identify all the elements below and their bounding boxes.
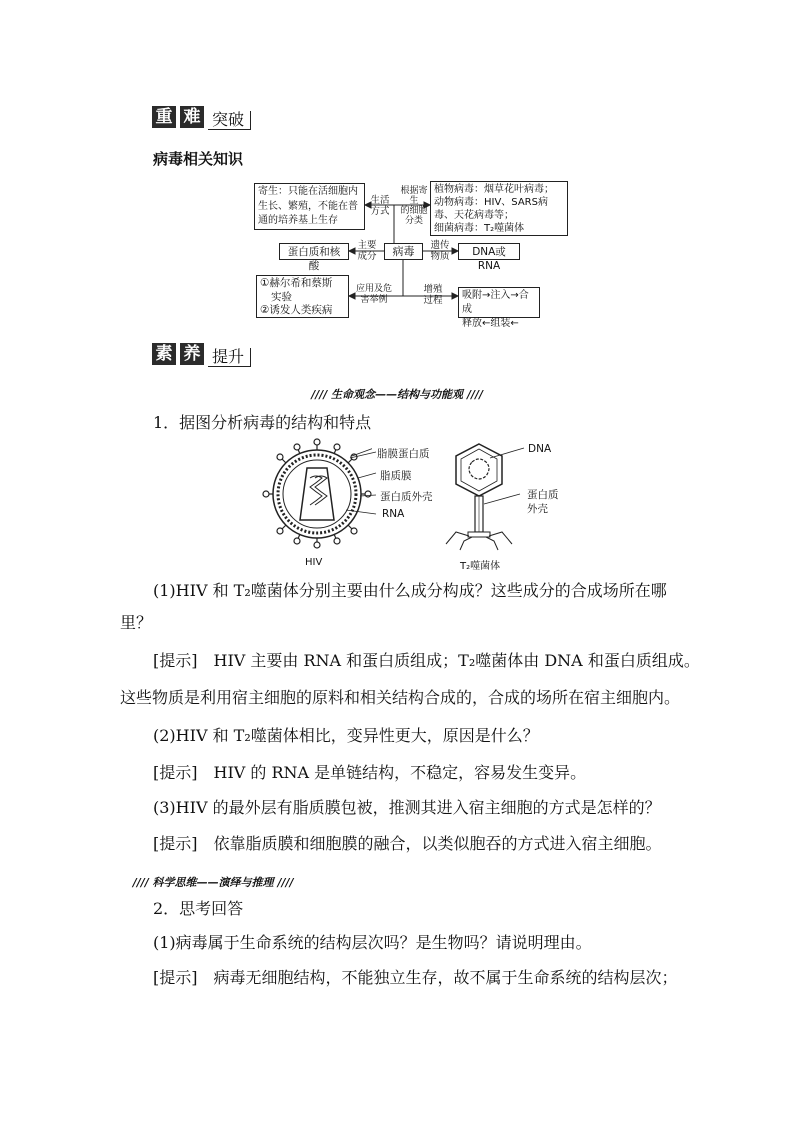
hiv-label-rna: RNA	[382, 508, 405, 520]
a2-1: [提示] 病毒无细胞结构，不能独立生存，故不属于生命系统的结构层次；	[153, 968, 678, 987]
rep-line1: 吸附→注入→合成	[462, 290, 529, 315]
badge2-char-2: 养	[180, 343, 204, 365]
q1-1-line1: (1)HIV 和 T₂噬菌体分别主要由什么成分构成？这些成分的合成场所在哪	[153, 581, 667, 600]
box-replication	[458, 287, 540, 329]
label-app-line2: 害举例	[360, 295, 388, 305]
section2-text: 科学思维——演绎与推理	[152, 876, 274, 889]
box-classification	[430, 181, 568, 236]
label-comp-line2: 成分	[357, 251, 377, 262]
phage-leader-lines	[480, 444, 530, 514]
a1-1-line1: [提示] HIV 主要由 RNA 和蛋白质组成；T₂噬菌体由 DNA 和蛋白质组成。	[153, 651, 700, 670]
badge2-rest: 提升	[208, 348, 251, 367]
q1-1-line2: 里？	[120, 613, 153, 632]
hiv-label-lipid-protein: 脂膜蛋白质	[377, 448, 430, 460]
phage-label-dna: DNA	[528, 443, 552, 455]
slashes-left: ////	[311, 388, 328, 401]
label-replication	[414, 284, 452, 306]
label-app-line1: 应用及危	[355, 284, 392, 294]
a1-2: [提示] HIV 的 RNA 是单链结构，不稳定，容易发生变异。	[153, 763, 587, 782]
app-line3: ②诱发人类疾病	[260, 304, 333, 316]
class-line3: 毒、天花病毒等；	[434, 210, 514, 221]
label-genetic	[425, 240, 455, 262]
box-application	[256, 275, 349, 318]
class-line1: 植物病毒：烟草花叶病毒；	[434, 184, 554, 195]
label-component	[352, 240, 382, 262]
class-line2: 动物病毒：HIV、SARS病	[434, 197, 548, 208]
coat-line2: 外壳	[527, 503, 548, 515]
question-1-title: 1．据图分析病毒的结构和特点	[153, 413, 372, 432]
box-component: 蛋白质和核酸	[279, 243, 349, 260]
phage-caption: T₂噬菌体	[460, 561, 501, 572]
section-heading-2	[0, 874, 610, 890]
box-parasite: 寄生：只能在活细胞内生长、繁殖，不能在普通的培养基上生存	[254, 183, 365, 230]
a1-3: [提示] 依靠脂质膜和细胞膜的融合，以类似胞吞的方式进入宿主细胞。	[153, 834, 662, 853]
badge-char-2: 难	[180, 106, 204, 128]
section1-text: 生命观念——结构与功能观	[331, 388, 463, 401]
label-rep-line1: 增殖	[423, 284, 443, 295]
hiv-label-lipid-membrane: 脂质膜	[380, 470, 412, 482]
label-host-line3: 分类	[404, 216, 423, 226]
label-gen-line1: 遗传	[430, 240, 450, 251]
label-gen-line2: 物质	[430, 251, 450, 262]
badge-char-1: 重	[152, 106, 176, 128]
a1-1-line2: 这些物质是利用宿主细胞的原料和相关结构合成的，合成的场所在宿主细胞内。	[120, 688, 681, 707]
label-host-line1: 根据寄生	[400, 186, 428, 206]
label-life-line2: 方式	[370, 206, 390, 217]
label-life-line1: 生活	[370, 195, 390, 206]
badge-rest: 突破	[208, 111, 251, 130]
box-center-virus: 病毒	[384, 243, 423, 260]
q2-1: (1)病毒属于生命系统的结构层次吗？是生物吗？请说明理由。	[153, 933, 592, 952]
label-comp-line1: 主要	[357, 240, 377, 251]
q2-title: 2．思考回答	[153, 899, 244, 918]
box-genetic: DNA或RNA	[458, 243, 520, 260]
concept-map-lines	[0, 0, 794, 330]
hiv-label-capsid: 蛋白质外壳	[380, 491, 433, 503]
label-life-mode	[366, 195, 394, 217]
label-application	[350, 284, 398, 306]
phage-label-coat	[527, 488, 559, 516]
q1-2: (2)HIV 和 T₂噬菌体相比，变异性更大，原因是什么？	[153, 726, 539, 745]
badge2-char-1: 素	[152, 343, 176, 365]
q1-3: (3)HIV 的最外层有脂质膜包被，推测其进入宿主细胞的方式是怎样的？	[153, 798, 661, 817]
app-line2: 实验	[271, 290, 292, 303]
section-badge-literacy	[152, 343, 251, 365]
label-rep-line2: 过程	[423, 295, 443, 306]
slashes-right: ////	[466, 388, 483, 401]
label-host-line2: 的细胞	[400, 206, 428, 216]
class-line4: 细菌病毒：T₂噬菌体	[434, 223, 525, 234]
section-heading-1	[0, 386, 794, 402]
slashes-left-2: ////	[132, 876, 149, 889]
rep-line2: 释放←组装←	[462, 318, 519, 329]
hiv-caption: HIV	[305, 557, 323, 568]
app-line1: ①赫尔希和蔡斯	[260, 277, 333, 289]
slashes-right-2: ////	[277, 876, 294, 889]
label-host-class	[398, 186, 430, 226]
coat-line1: 蛋白质	[527, 489, 559, 501]
topic-title: 病毒相关知识	[153, 150, 244, 168]
